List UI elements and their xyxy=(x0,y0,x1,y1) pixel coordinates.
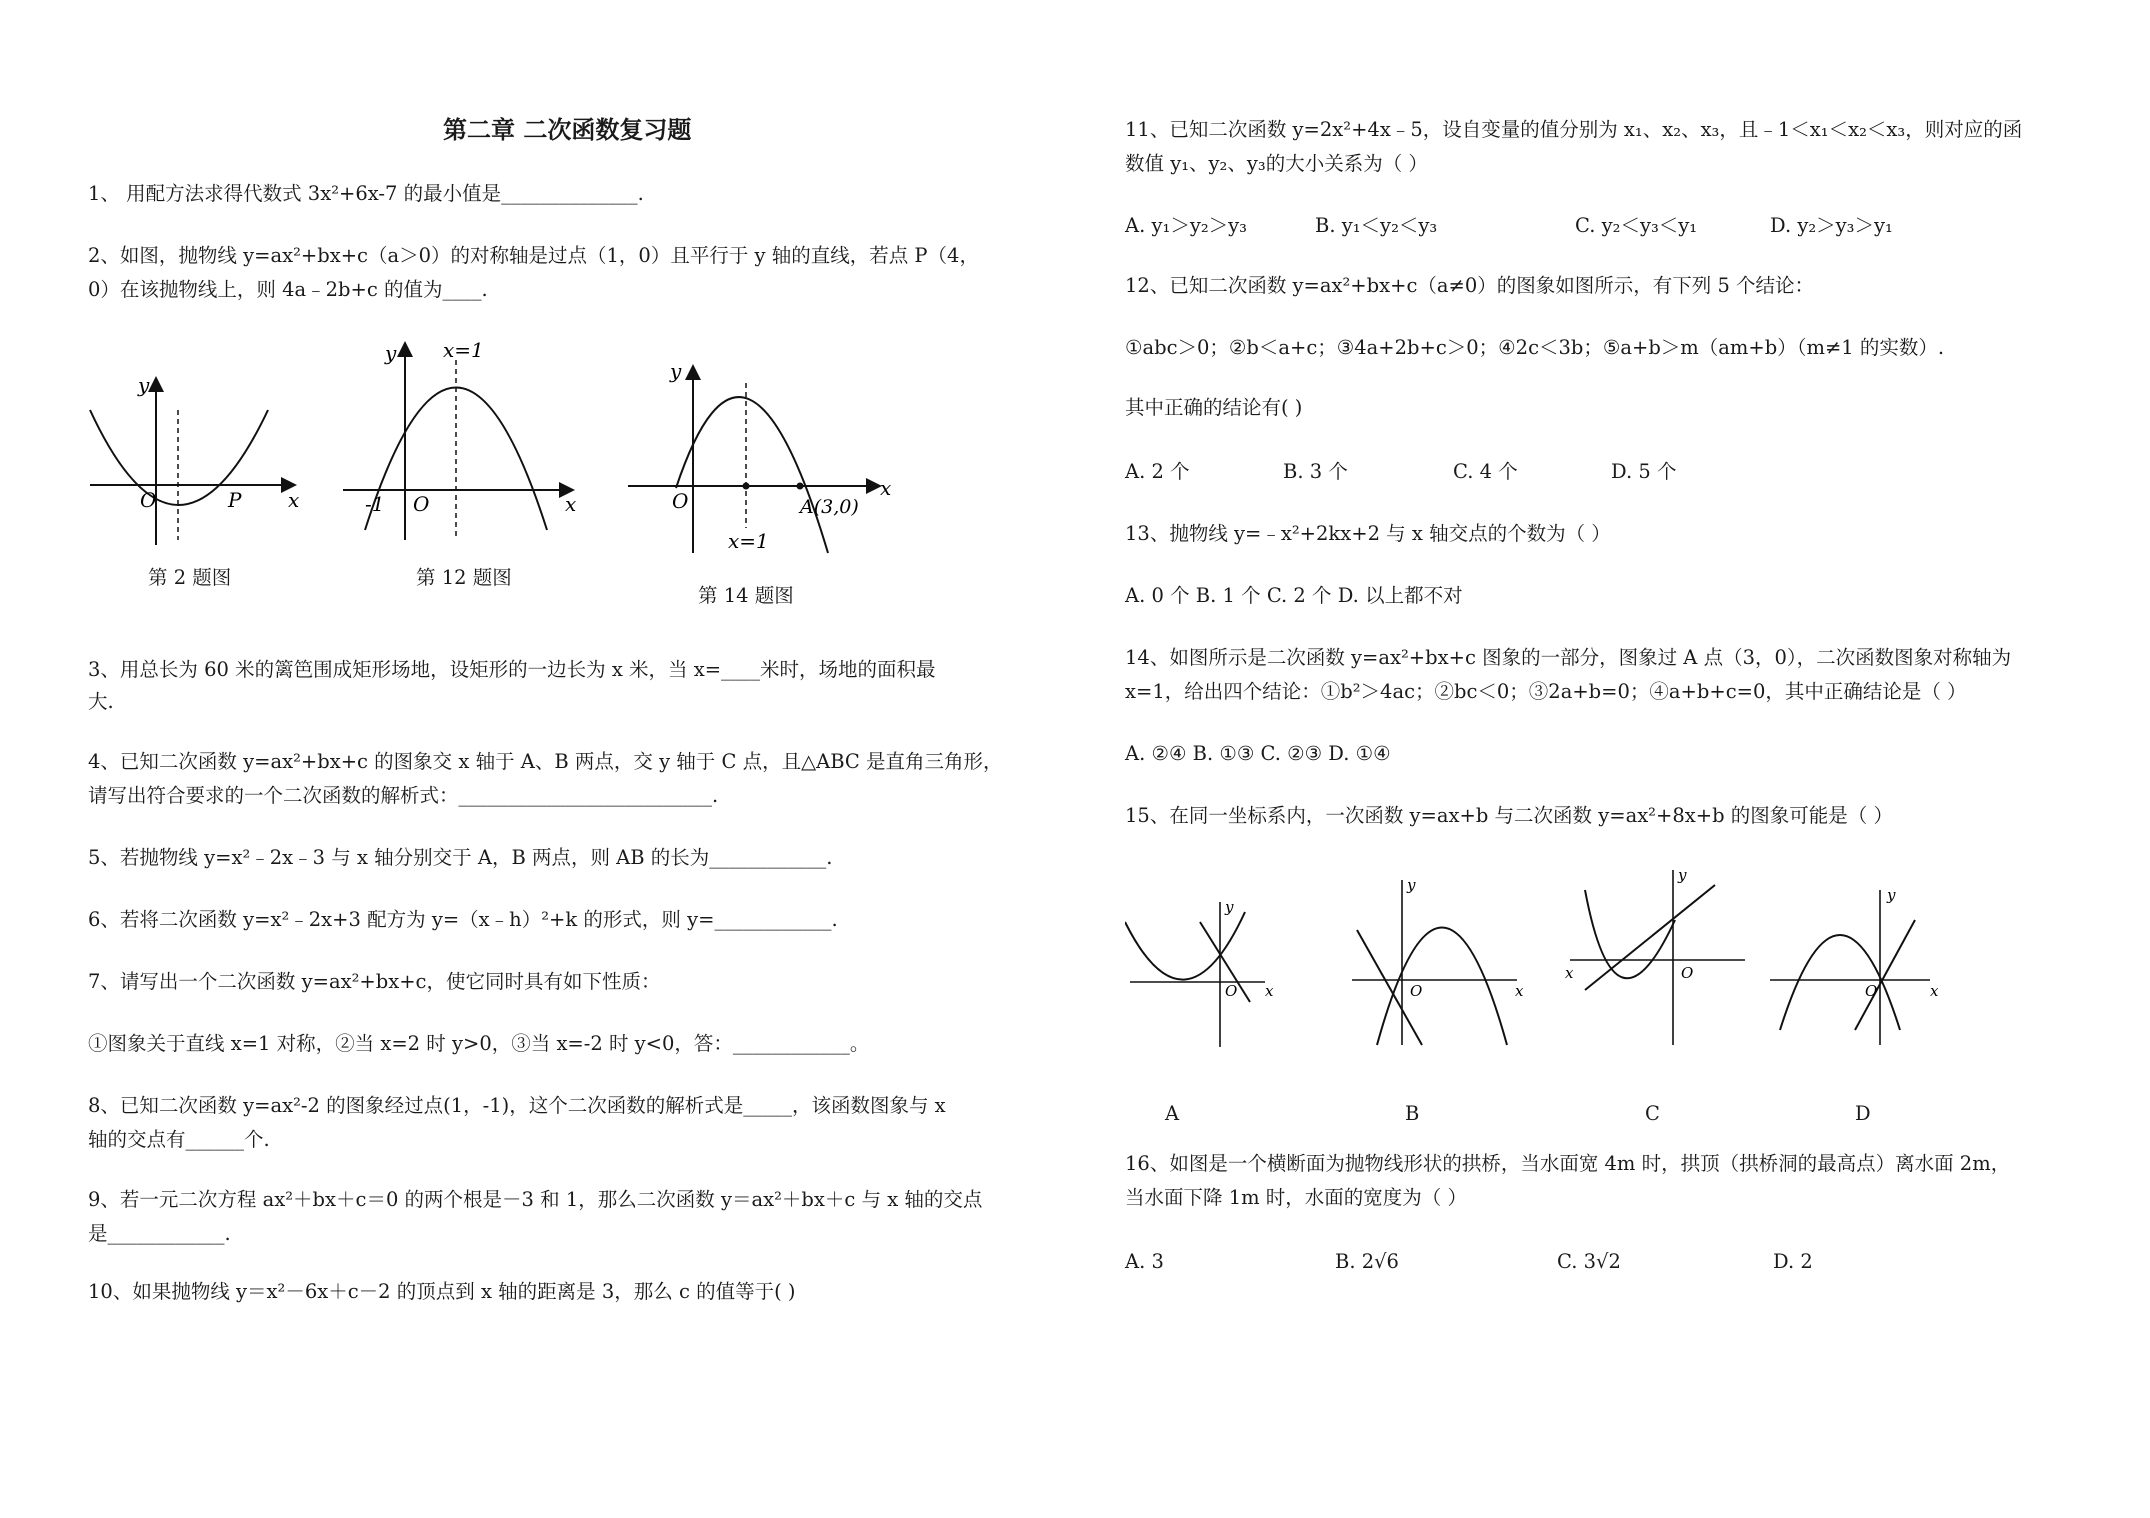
q15-figure-c xyxy=(1565,860,1755,1050)
q15-label-b: B xyxy=(1405,1102,1420,1125)
q11-option-d: D. y₂＞y₃＞y₁ xyxy=(1770,214,1893,237)
question-4-line2: 请写出符合要求的一个二次函数的解析式：__________________________. xyxy=(88,784,719,807)
figure-q12 xyxy=(343,335,583,545)
origin-label: O xyxy=(413,492,430,516)
question-14-line2: x=1，给出四个结论：①b²＞4ac；②bc＜0；③2a+b=0；④a+b+c=0，其中正确结论是（ ） xyxy=(1125,680,1967,703)
parabola xyxy=(1585,890,1675,978)
point-p-label: P xyxy=(228,488,242,512)
q13-options: A. 0 个 B. 1 个 C. 2 个 D. 以上都不对 xyxy=(1125,584,1463,607)
question-10: 10、如果抛物线 y＝x²－6x＋c－2 的顶点到 x 轴的距离是 3，那么 c 的值等于( ) xyxy=(88,1280,796,1303)
line xyxy=(1855,920,1915,1030)
q16-option-a: A. 3 xyxy=(1125,1250,1164,1273)
page-title: 第二章 二次函数复习题 xyxy=(443,116,692,144)
question-3-line1: 3、用总长为 60 米的篱笆围成矩形场地，设矩形的一边长为 x 米，当 x=____米时，场地的面积最 xyxy=(88,658,936,681)
q15-figure-d xyxy=(1765,880,1945,1050)
q15-figure-b xyxy=(1347,870,1527,1050)
question-4-line1: 4、已知二次函数 y=ax²+bx+c 的图象交 x 轴于 A、B 两点，交 y 轴于 C 点，且△ABC 是直角三角形， xyxy=(88,750,1003,773)
caption-fig-q12: 第 12 题图 xyxy=(416,566,512,589)
q16-option-d: D. 2 xyxy=(1773,1250,1813,1273)
y-label: y xyxy=(1225,898,1234,916)
q11-option-a: A. y₁＞y₂＞y₃ xyxy=(1125,214,1247,237)
parabola xyxy=(1125,912,1245,980)
question-2-line1: 2、如图，抛物线 y=ax²+bx+c（a＞0）的对称轴是过点（1，0）且平行于 y 轴的直线，若点 P（4， xyxy=(88,244,979,267)
sym-axis-label: x=1 xyxy=(728,529,769,553)
x-label: x xyxy=(1515,982,1524,1000)
q15-label-a: A xyxy=(1165,1102,1180,1125)
q15-label-c: C xyxy=(1645,1102,1660,1125)
x-label: x xyxy=(1565,964,1574,982)
minus-one-label: -1 xyxy=(365,492,385,516)
question-9-line2: 是____________. xyxy=(88,1222,231,1245)
y-label: y xyxy=(1678,866,1687,884)
question-8-line2: 轴的交点有______个. xyxy=(88,1128,270,1151)
x-label: x xyxy=(1930,982,1939,1000)
caption-fig-q14: 第 14 题图 xyxy=(698,584,794,607)
x-label: x xyxy=(880,476,892,500)
y-label: y xyxy=(1407,876,1416,894)
q11-option-c: C. y₂＜y₃＜y₁ xyxy=(1575,214,1698,237)
caption-fig-q2: 第 2 题图 xyxy=(148,566,232,589)
question-7-line1: 7、请写出一个二次函数 y=ax²+bx+c，使它同时具有如下性质： xyxy=(88,970,661,993)
question-1: 1、 用配方法求得代数式 3x²+6x-7 的最小值是______________. xyxy=(88,182,644,205)
y-label: y xyxy=(138,373,150,397)
question-6: 6、若将二次函数 y=x²﹣2x+3 配方为 y=（x﹣h）²+k 的形式，则 y=____________. xyxy=(88,908,838,931)
y-label: y xyxy=(670,359,682,383)
question-8-line1: 8、已知二次函数 y=ax²-2 的图象经过点(1，-1)，这个二次函数的解析式是_____，该函数图象与 x xyxy=(88,1094,946,1117)
q12-option-b: B. 3 个 xyxy=(1283,460,1348,483)
question-7-line2: ①图象关于直线 x=1 对称，②当 x=2 时 y>0，③当 x=-2 时 y<0，答：____________。 xyxy=(88,1032,870,1055)
question-11-line2: 数值 y₁、y₂、y₃的大小关系为（ ） xyxy=(1125,152,1428,175)
question-16-line2: 当水面下降 1m 时，水面的宽度为（ ） xyxy=(1125,1186,1467,1209)
x-label: x xyxy=(288,488,300,512)
question-9-line1: 9、若一元二次方程 ax²＋bx＋c＝0 的两个根是－3 和 1，那么二次函数 y＝ax²＋bx＋c 与 x 轴的交点 xyxy=(88,1188,983,1211)
sym-axis-label: x=1 xyxy=(443,338,484,362)
q15-label-d: D xyxy=(1855,1102,1871,1125)
q12-option-d: D. 5 个 xyxy=(1611,460,1677,483)
question-3-line2: 大. xyxy=(88,690,114,713)
point-a-label: A(3,0) xyxy=(800,496,859,518)
question-12-line1: 12、已知二次函数 y=ax²+bx+c（a≠0）的图象如图所示，有下列 5 个结论： xyxy=(1125,274,1815,297)
question-12-line3: 其中正确的结论有( ) xyxy=(1125,396,1303,419)
question-13: 13、抛物线 y=﹣x²+2kx+2 与 x 轴交点的个数为（ ） xyxy=(1125,522,1611,545)
line xyxy=(1585,885,1715,990)
y-label: y xyxy=(1887,886,1896,904)
question-2-line2: 0）在该抛物线上，则 4a﹣2b+c 的值为____. xyxy=(88,278,488,301)
question-12-line2: ①abc＞0；②b＜a+c；③4a+2b+c＞0；④2c＜3b；⑤a+b＞m（am+b）（m≠1 的实数）. xyxy=(1125,336,1945,359)
question-5: 5、若抛物线 y=x²﹣2x﹣3 与 x 轴分别交于 A，B 两点，则 AB 的长为____________. xyxy=(88,846,833,869)
question-15: 15、在同一坐标系内，一次函数 y=ax+b 与二次函数 y=ax²+8x+b 的图象可能是（ ） xyxy=(1125,804,1893,827)
axis-point xyxy=(743,483,750,490)
question-16-line1: 16、如图是一个横断面为抛物线形状的拱桥，当水面宽 4m 时，拱顶（拱桥洞的最高点）离水面 2m， xyxy=(1125,1152,2011,1175)
origin-label: O xyxy=(1225,982,1238,1000)
origin-label: O xyxy=(1410,982,1423,1000)
question-14-line1: 14、如图所示是二次函数 y=ax²+bx+c 图象的一部分，图象过 A 点（3，0），二次函数图象对称轴为 xyxy=(1125,646,2012,669)
origin-label: O xyxy=(140,488,157,512)
q11-option-b: B. y₁＜y₂＜y₃ xyxy=(1315,214,1438,237)
parabola xyxy=(1377,928,1507,1046)
q12-option-c: C. 4 个 xyxy=(1453,460,1518,483)
question-11-line1: 11、已知二次函数 y=2x²+4x﹣5，设自变量的值分别为 x₁、x₂、x₃，且﹣1＜x₁＜x₂＜x₃，则对应的函 xyxy=(1125,118,2023,141)
x-label: x xyxy=(565,492,577,516)
origin-label: O xyxy=(1865,982,1878,1000)
x-label: x xyxy=(1265,982,1274,1000)
q16-option-b: B. 2√6 xyxy=(1335,1250,1399,1273)
y-label: y xyxy=(385,341,397,365)
q14-options: A. ②④ B. ①③ C. ②③ D. ①④ xyxy=(1125,742,1391,765)
q15-figure-a xyxy=(1125,892,1275,1052)
figure-q14 xyxy=(628,358,898,558)
point-a xyxy=(797,483,804,490)
figure-q2 xyxy=(88,370,303,550)
q12-option-a: A. 2 个 xyxy=(1125,460,1190,483)
q16-option-c: C. 3√2 xyxy=(1557,1250,1621,1273)
origin-label: O xyxy=(672,489,689,513)
origin-label: O xyxy=(1681,964,1694,982)
